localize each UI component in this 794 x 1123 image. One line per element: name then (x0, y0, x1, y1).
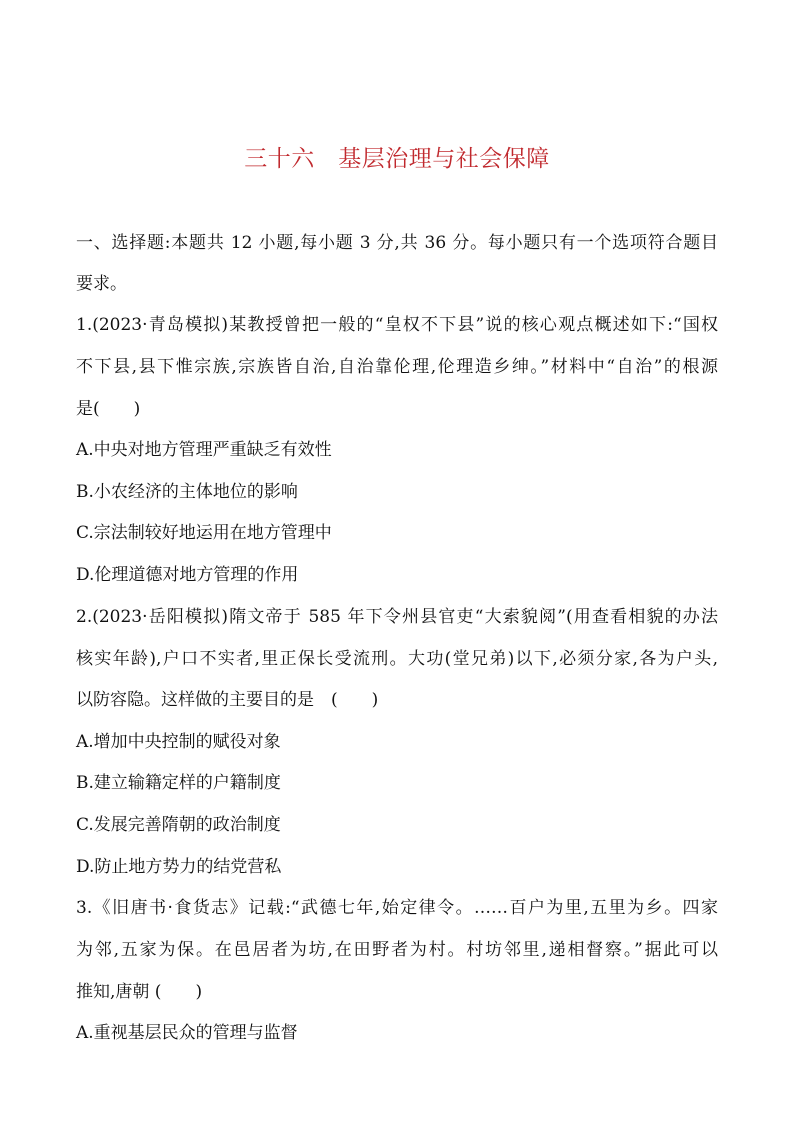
question-stem-line: 不下县,县下惟宗族,宗族皆自治,自治靠伦理,伦理造乡绅。”材料中“自治”的根源 (76, 357, 718, 377)
question-stem-line: 核实年龄),户口不实者,里正保长受流刑。大功(堂兄弟)以下,必须分家,各为户头, (76, 649, 718, 669)
question-stem-line: 1.(2023·青岛模拟)某教授曾把一般的“皇权不下县”说的核心观点概述如下:“国权 (76, 315, 718, 335)
option-c: C.发展完善隋朝的政治制度 (76, 815, 281, 835)
section-header-line-2: 要求。 (76, 274, 127, 294)
option-d: D.伦理道德对地方管理的作用 (76, 565, 299, 585)
option-b: B.建立输籍定样的户籍制度 (76, 773, 281, 793)
question-stem-line: 2.(2023·岳阳模拟)隋文帝于 585 年下令州县官吏“大索貌阅”(用查看相貌的办法 (76, 607, 718, 627)
option-a: A.中央对地方管理严重缺乏有效性 (76, 440, 332, 460)
question-stem-line: 3.《旧唐书·食货志》记载:“武德七年,始定律令。……百户为里,五里为乡。四家 (76, 898, 718, 918)
option-c: C.宗法制较好地运用在地方管理中 (76, 523, 332, 543)
section-header-line-1: 一、选择题:本题共 12 小题,每小题 3 分,共 36 分。每小题只有一个选项符合题目 (76, 233, 718, 253)
option-b: B.小农经济的主体地位的影响 (76, 482, 298, 502)
page-title: 三十六 基层治理与社会保障 (244, 146, 550, 172)
question-stem-line: 是( ) (76, 399, 141, 419)
option-d: D.防止地方势力的结党营私 (76, 857, 282, 877)
option-a: A.增加中央控制的赋役对象 (76, 732, 281, 752)
question-stem-line: 推知,唐朝 ( ) (76, 982, 203, 1002)
question-stem-line: 以防容隐。这样做的主要目的是 ( ) (76, 690, 379, 710)
option-a: A.重视基层民众的管理与监督 (76, 1023, 298, 1043)
question-stem-line: 为邻,五家为保。在邑居者为坊,在田野者为村。村坊邻里,递相督察。”据此可以 (76, 940, 718, 960)
